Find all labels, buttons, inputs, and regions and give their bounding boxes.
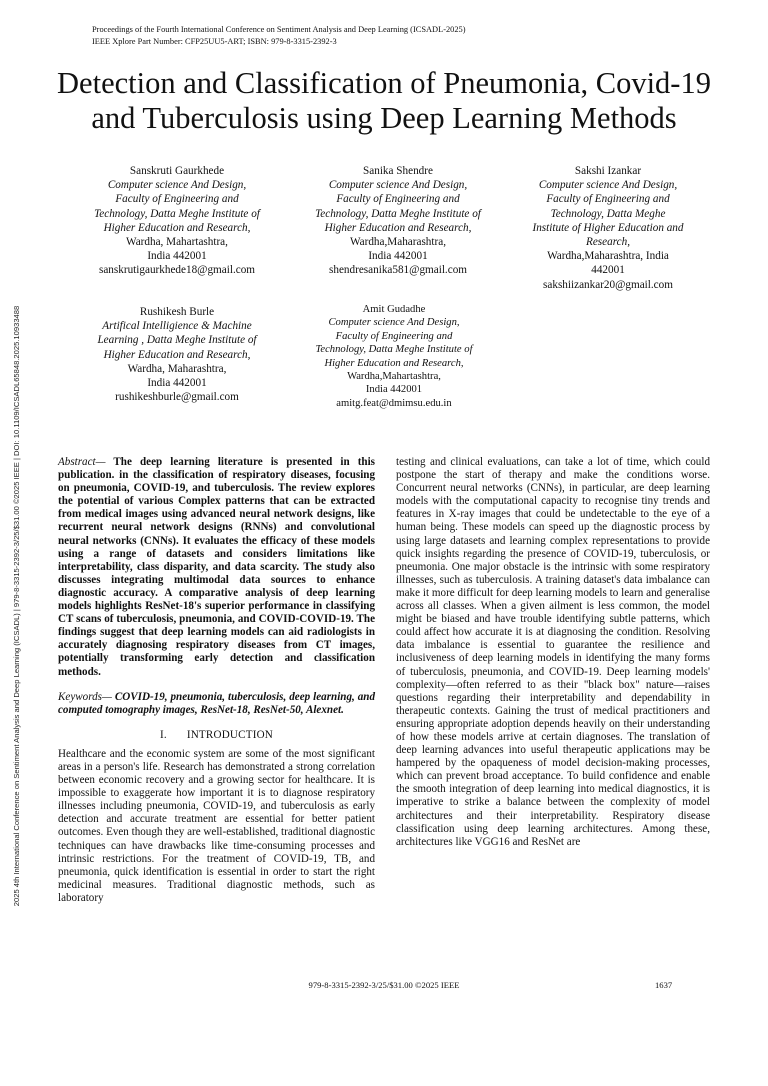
author-location-line: India 442001 [147,377,207,390]
left-column [58,456,375,905]
author-affiliation-line: Faculty of Engineering and [336,193,460,206]
author-location-line: India 442001 [368,250,428,263]
author-affiliation-line: Faculty of Engineering and [115,193,239,206]
keywords-label: Keywords— [58,690,112,703]
title-line-2: and Tuberculosis using Deep Learning Methods [91,101,677,135]
author-affiliation-line: Technology, Datta Meghe [550,207,666,220]
author-location-line: Wardha, Maharashtra, [127,362,227,375]
author-location-line: India 442001 [147,250,207,263]
introduction-paragraph-right: testing and clinical evaluations, can take a lot of time, which could postpone the start of therapy and make the conditions worse. Concurrent neural networks (CNNs), in particular, are deep learning models with the computational capacity to recognise tiny trends and features in X-ray images that could be undetectable to the eye of a human being. These models can speed up the diagnostic process by using large datasets and learning complex representations to provide quick insights regarding the presence of COVID-19, tuberculosis, or pneumonia. One major obstacle is the intrinsic with some respiratory illnesses, such as tuberculosis. A training dataset's data imbalance can make it more difficult for deep learning models to learn and generalise across all classes. When a given ailment is less common, the model might be biased and have trouble identifying subtle patterns, which could affect how accurate it is at diagnosing the condition. Resolving data imbalance is essential to guarantee the resilience and inclusiveness of deep learning models in identifying the many forms of tuberculosis, pneumonia, and COVID-19. Deep learning models' complexity—often referred to as their "black box" nature—raises questions regarding their interpretability and dependability in therapeutic contexts. Gaining the trust of medical practitioners and ensuring appropriate adoption depends heavily on their understanding of how these models arrive at certain diagnoses. The translation of deep learning advances into useful therapeutic applications may be hampered by the opaqueness of model decision-making processes, which can prevent broad acceptance. To build confidence and enable the smooth integration of deep learning into medical diagnostics, it is imperative to strike a balance between the complexity of model architectures and their interpretability. Respiratory disease classification using deep learning architectures. Among these, architectures like VGG16 and ResNet are [396,456,710,848]
author-affiliation-line: Faculty of Engineering and [546,193,670,206]
author-affiliation-line: Institute of Higher Education and [532,221,684,234]
author-affiliation-line: Computer science And Design, [328,179,468,192]
author-affiliation-line: Computer science And Design, [538,179,678,192]
author-affiliation-line: Technology, Datta Meghe Institute of [315,207,481,220]
conference-proceedings-line: Proceedings of the Fourth International Conference on Sentiment Analysis and Deep Learning (ICSADL-2025) [92,25,466,34]
author-location-line: Wardha,Mahartashtra, [347,371,441,383]
abstract-label: Abstract— [58,456,106,468]
author-location-line: India 442001 [365,384,423,396]
author-affiliation-line: Learning , Datta Meghe Institute of [97,334,257,347]
author-affiliation-line: Higher Education and Research, [324,221,472,234]
footer-copyright: 979-8-3315-2392-3/25/$31.00 ©2025 IEEE [308,980,460,990]
author-block-2 [292,164,504,278]
author-name: Sanika Shendre [363,165,433,177]
author-affiliation-line: Computer science And Design, [328,317,460,329]
conference-isbn-line: IEEE Xplore Part Number: CFP25UU5-ART; ISBN: 979-8-3315-2392-3 [92,36,337,46]
author-block-1 [62,164,292,278]
author-email: rushikeshburle@gmail.com [115,391,239,404]
author-affiliation-line: Research, [585,236,630,249]
abstract-text: The deep learning literature is presented in this publication. in the classification of respiratory diseases, focusing on pneumonia, COVID-19, and tuberculosis. The review explores the potential of various Complex patterns that can be extracted from medical images using advanced neural network designs, like recurrent neural network designs (RNNs) and convolutional neural networks (CNNs). It evaluates the efficacy of these models using a range of datasets and considers limitations like interpretability, class disparity, and data scarcity. The study also discusses integrating multimodal data sources to enhance diagnostic accuracy. A comparative analysis of deep learning models highlights ResNet-18's superior performance in classifying CT scans of tuberculosis, pneumonia, and COVID-COVID-19. The findings suggest that deep learning models can aid radiologists in accurately diagnosing respiratory diseases from CT images, potentially transforming early detection and classification methods. [58,456,375,678]
author-affiliation-line: Technology, Datta Meghe Institute of [94,207,260,220]
author-block-3 [516,164,700,292]
author-location-line: Wardha,Maharashtra, India [547,250,669,263]
author-block-4 [72,305,282,404]
section-heading-introduction [58,729,375,742]
right-column [396,456,710,849]
author-location-line: Wardha, Mahartashtra, [126,236,228,249]
author-name: Sanskruti Gaurkhede [129,165,225,177]
page-number: 1637 [655,980,673,990]
conference-header [92,24,466,47]
author-email: sakshiizankar20@gmail.com [543,278,673,291]
author-affiliation-line: Faculty of Engineering and [335,330,453,342]
author-affiliation-line: Artifical Intelligience & Machine [102,320,252,333]
side-citation-strip: 2025 4th International Conference on Sentiment Analysis and Deep Learning (ICSADL) | 979-8-3315-2392-3/25/$31.00 ©2025 IEEE | DOI: 10.1109/ICSADL65848.2025.10933488 [12,305,21,907]
author-affiliation-line: Technology, Datta Meghe Institute of [315,344,473,356]
paper-title [40,66,728,136]
author-affiliation-line: Higher Education and Research, [103,348,251,361]
title-line-1: Detection and Classification of Pneumonia, Covid-19 [57,66,711,100]
author-block-5 [300,303,488,410]
author-affiliation-line: Higher Education and Research, [324,357,464,369]
abstract [58,456,375,679]
author-email: amitg.feat@dmimsu.edu.in [336,397,452,409]
author-location-line: Wardha,Maharashtra, [349,236,446,249]
author-name: Rushikesh Burle [139,306,215,318]
author-affiliation-line: Higher Education and Research, [103,221,251,234]
author-email: shendresanika581@gmail.com [329,264,467,277]
introduction-paragraph-left: Healthcare and the economic system are some of the most significant areas in a person's life. Research has demonstrated a strong correlation between economic recovery and a growing sector for healthcare. It is impossible to exaggerate how important it is to diagnose respiratory illnesses including pneumonia, COVID-19, and tuberculosis as early detection and accurate treatment are essential for better patient outcomes. Even though they are well-established, traditional diagnostic techniques can have drawbacks like time-consuming processes and intrinsic restrictions. For the treatment of COVID-19, TB, and pneumonia, quick identification is essential in order to start the right medicinal measures. Traditional diagnostic methods, such as laboratory [58,747,376,904]
author-affiliation-line: Computer science And Design, [107,179,247,192]
author-name: Sakshi Izankar [574,165,642,177]
keywords [58,691,375,717]
author-email: sanskrutigaurkhede18@gmail.com [98,264,255,277]
author-location-line: 442001 [591,264,625,277]
section-title: INTRODUCTION [186,728,274,741]
author-name: Amit Gudadhe [362,304,426,315]
section-number: I. [159,728,167,741]
keywords-text: COVID-19, pneumonia, tuberculosis, deep learning, and computed tomography images, ResNet-18, ResNet-50, Alexnet. [58,690,375,716]
